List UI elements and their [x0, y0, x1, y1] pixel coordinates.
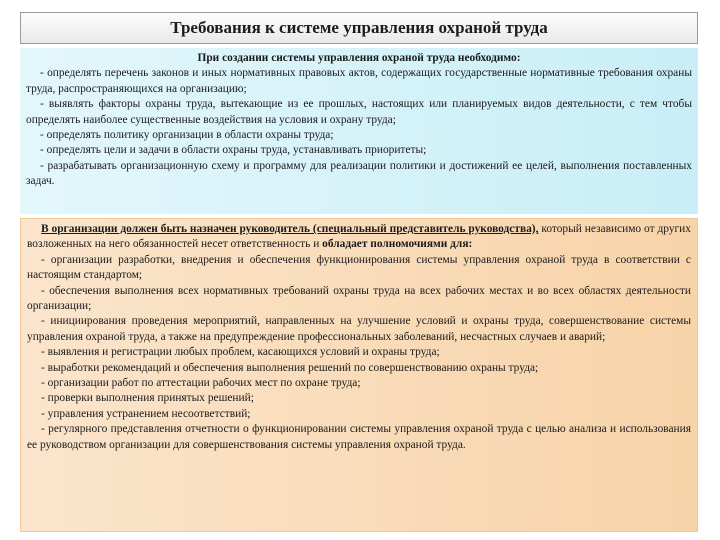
manager-item: - регулярного представления отчетности о функционировании системы управления охраной труда с целью анализа и использования ее руководством организации для совершенствования системы управления охраной труда. — [27, 423, 691, 451]
manager-intro-underlined: В организации должен быть назначен руководитель (специальный представитель руководства), — [41, 223, 539, 235]
manager-item: - организации работ по аттестации рабочих мест по охране труда; — [41, 377, 361, 390]
requirements-item: - выявлять факторы охраны труда, вытекающие из ее прошлых, настоящих или планируемых видов деятельности, с тем чтобы определять наиболее существенные воздействия на условия и охрану труда; — [26, 98, 692, 126]
requirements-item: - определять политику организации в области охраны труда; — [40, 129, 334, 142]
manager-item: - организации разработки, внедрения и обеспечения функционирования системы управления охраной труда в соответствии с настоящим стандартом; — [27, 253, 691, 282]
manager-block — [20, 218, 698, 532]
requirements-item: - разрабатывать организационную схему и программу для реализации политики и достижений ее целей, выполнения поставленных задач. — [26, 159, 692, 188]
requirements-block — [20, 48, 698, 214]
requirements-item: - определять перечень законов и иных нормативных правовых актов, содержащих государственные нормативные требования охраны труда, распространяющихся на организацию; — [26, 67, 692, 95]
manager-intro — [27, 222, 691, 253]
manager-item: - обеспечения выполнения всех нормативных требований охраны труда на всех рабочих местах и во всех областях деятельности организации; — [27, 284, 691, 313]
manager-intro-bold: обладает полномочиями для: — [322, 238, 473, 251]
page-title — [20, 12, 698, 44]
page-title-text: Требования к системе управления охраной труда — [170, 18, 548, 37]
manager-item: - выработки рекомендаций и обеспечения выполнения решений по совершенствованию охраны труда; — [41, 361, 539, 374]
manager-item: - управления устранением несоответствий; — [41, 407, 251, 420]
manager-item: - проверки выполнения принятых решений; — [41, 392, 254, 405]
requirements-heading: При создании системы управления охраной труда необходимо: — [197, 52, 521, 64]
manager-intro-plain: который независимо от других возложенных на него обязанностей несет ответственность и — [27, 223, 691, 251]
manager-item: - инициирования проведения мероприятий, направленных на улучшение условий и охраны труда, совершенствование системы управления охраной труда, а также на предупреждение профессиональных заболеваний, несчастных случаев и аварий; — [27, 315, 691, 343]
manager-item: - выявления и регистрации любых проблем, касающихся условий и охраны труда; — [41, 346, 440, 359]
requirements-item: - определять цели и задачи в области охраны труда, устанавливать приоритеты; — [40, 144, 427, 157]
